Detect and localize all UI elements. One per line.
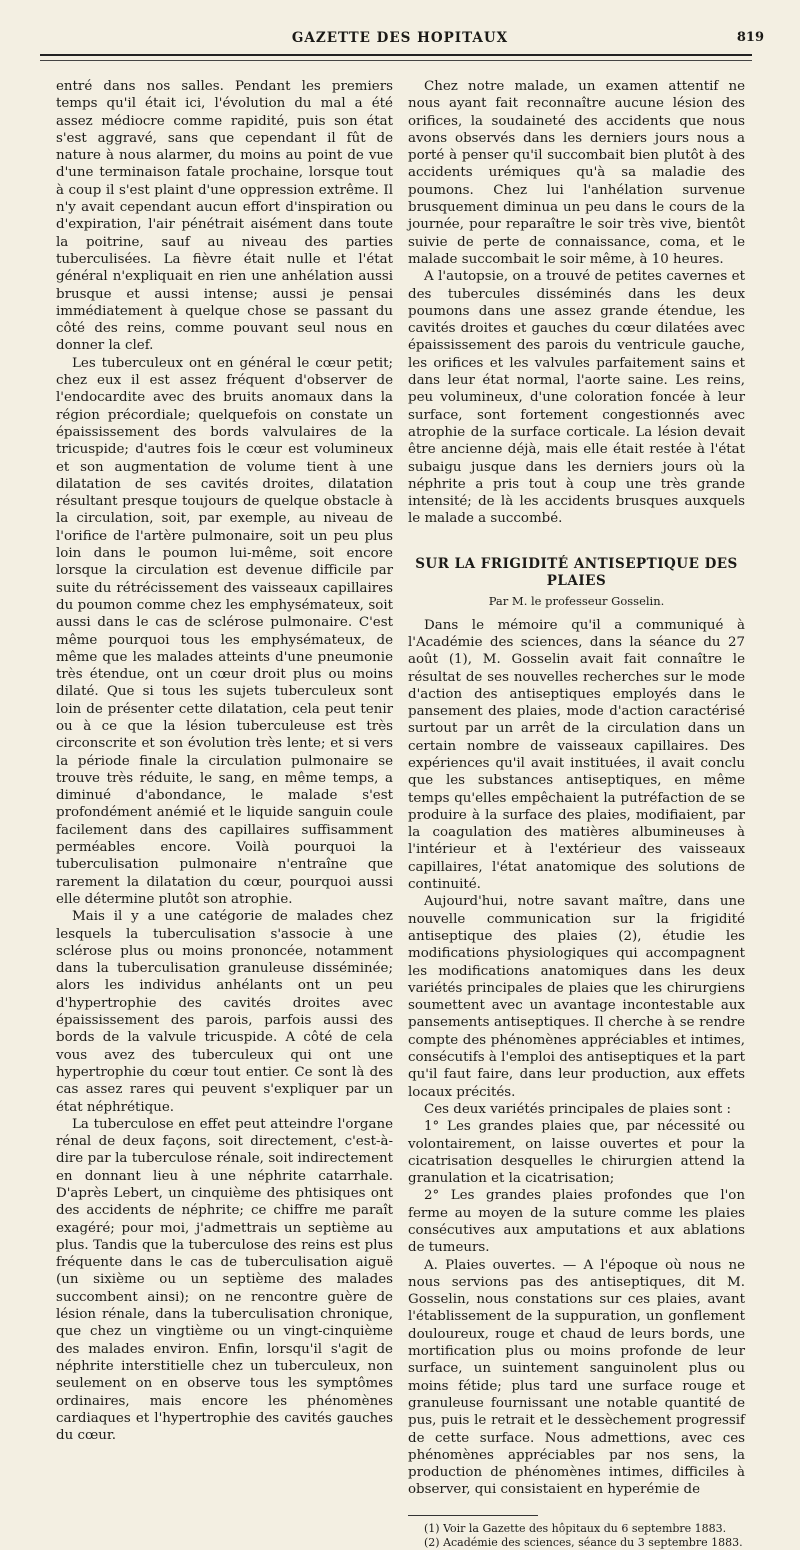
paragraph: 1° Les grandes plaies que, par nécessité ou volontairement, on laisse ouvertes et pour la cicatrisation desquelles le chirurgien attend la granulation et la cicatrisation; — [408, 1119, 745, 1187]
footnote: (2) Académie des sciences, séance du 3 septembre 1883. — [424, 1535, 743, 1549]
paragraph: Ces deux variétés principales de plaies sont : — [424, 1101, 732, 1117]
paragraph: Dans le mémoire qu'il a communiqué à l'Académie des sciences, dans la séance du 27 août (1), M. Gosselin avait fait connaître le résultat de ses nouvelles recherches sur le mode d'action des antiseptiques employés dans le pansement des plaies, mode d'action caractérisé surtout par un arrêt de la circulation dans un certain nombre de vaisseaux capillaires. Des expériences qu'il avait instituées, il avait conclu que les substances antiseptiques, en même temps qu'elles empêchaient la putréfaction de se produire à la surface des plaies, modifiaient, par la coagulation des matières albumineuses à l'intérieur et à l'extérieur des vaisseaux capillaires, l'état anatomique des solutions de continuité. — [408, 617, 745, 893]
page-header — [0, 24, 800, 48]
right-column — [408, 78, 745, 1550]
paragraph: Les tuberculeux ont en général le cœur petit; chez eux il est assez fréquent d'observer de l'endocardite avec des bruits anomaux dans la région précordiale; quelquefois on constate un épaississement des bords valvulaires de la tricuspide; d'autres fois le cœur est volumineux et son augmentation de volume tient à une dilatation de ses cavités droites, dilatation résultant presque toujours de quelque obstacle à la circulation, soit, par exemple, au niveau de l'orifice de l'artère pulmonaire, soit un peu plus loin dans le poumon lui-même, soit encore lorsque la circulation est devenue difficile par suite du rétrécissement des vaisseaux capillaires du poumon comme chez les emphysémateux, soit aussi dans le cas de sclérose pulmonaire. C'est même pourquoi tous les emphysémateux, de même que les malades atteints d'une pneumonie très étendue, ont un cœur droit plus ou moins dilaté. Que si tous les sujets tuberculeux sont loin de présenter cette dilatation, cela peut tenir ou à ce que la lésion tuberculeuse est très circonscrite et son évolution très lente; et si vers la période finale la circulation pulmonaire se trouve très réduite, le sang, en même temps, a diminué d'abondance, le malade s'est profondément anémié et le liquide sanguin coule facilement dans des capillaires suffisamment perméables encore. Voilà pourquoi la tuberculisation pulmonaire n'entraîne que rarement la dilatation du cœur, pourquoi aussi elle détermine plutôt son atrophie. — [56, 355, 393, 907]
section-title: SUR LA FRIGIDITÉ ANTISEPTIQUE DES PLAIES — [415, 555, 738, 590]
left-column — [56, 78, 393, 1444]
header-rule-thin — [40, 60, 752, 61]
paragraph: Aujourd'hui, notre savant maître, dans une nouvelle communication sur la frigidité antiseptique des plaies (2), étudie les modifications physiologiques qui accompagnent les modifications anatomiques dans les deux variétés principales de plaies que les chirurgiens soumettent avec un avantage incontestable aux pansements antiseptiques. Il cherche à se rendre compte des phénomènes appréciables et intimes, consécutifs à l'emploi des antiseptiques et la part qu'il faut faire, dans leur production, aux effets locaux précités. — [408, 894, 745, 1100]
footnote-separator — [408, 1515, 538, 1516]
header-rule-thick — [40, 54, 752, 56]
paragraph: 2° Les grandes plaies profondes que l'on ferme au moyen de la suture comme les plaies consécutives aux amputations et aux ablations de tumeurs. — [408, 1188, 745, 1256]
journal-title: GAZETTE DES HOPITAUX — [291, 30, 509, 46]
footnote: (1) Voir la Gazette des hôpitaux du 6 septembre 1883. — [424, 1521, 727, 1535]
paragraph: La tuberculose en effet peut atteindre l'organe rénal de deux façons, soit directement, c'est-à-dire par la tuberculose rénale, soit indirectement en donnant lieu à une néphrite catarrhale. D'après Lebert, un cinquième des phtisiques ont des accidents de néphrite; ce chiffre me paraît exagéré; pour moi, j'admettrais un septième au plus. Tandis que la tuberculose des reins est plus fréquente dans le cas de tuberculisation aiguë (un sixième ou un septième des malades succombent ainsi); on ne rencontre guère de lésion rénale, dans la tuberculisation chronique, que chez un vingtième ou un vingt-cinquième des malades environ. Enfin, lorsqu'il s'agit de néphrite interstitielle chez un tuberculeux, non seulement on en observe tous les symptômes ordinaires, mais encore les phénomènes cardiaques et l'hypertrophie des cavités gauches du cœur. — [56, 1116, 393, 1444]
byline: Par M. le professeur Gosselin. — [488, 594, 665, 609]
paragraph: Mais il y a une catégorie de malades chez lesquels la tuberculisation s'associe à une sclérose plus ou moins prononcée, notamment dans la tuberculisation granuleuse disséminée; alors les individus anhélants ont un peu d'hypertrophie des cavités droites avec épaississement des parois, parfois aussi des bords de la valvule tricuspide. A côté de cela vous avez des tuberculeux qui ont une hypertrophie du cœur tout entier. Ce sont là des cas assez rares qui peuvent s'expliquer par un état néphrétique. — [56, 909, 393, 1115]
paragraph: A l'autopsie, on a trouvé de petites cavernes et des tubercules disséminés dans les deux poumons dans une assez grande étendue, les cavités droites et gauches du cœur dilatées avec épaississement des parois du ventricule gauche, les orifices et les valvules parfaitement sains et dans leur état normal, l'aorte saine. Les reins, peu volumineux, d'une coloration foncée à leur surface, sont fortement congestionnés avec atrophie de la surface corticale. La lésion devait être ancienne déjà, mais elle était restée à l'état subaigu jusque dans les derniers jours où la néphrite a pris tout à coup une très grande intensité; de là les accidents brusques auxquels le malade a succombé. — [408, 269, 745, 527]
paragraph: A. Plaies ouvertes. — A l'époque où nous ne nous servions pas des antiseptiques, dit M. Gosselin, nous constations sur ces plaies, avant l'établissement de la suppuration, un gonflement douloureux, rouge et chaud de leurs bords, une mortification plus ou moins profonde de leur surface, un suintement sanguinolent plus ou moins fétide; plus tard une surface rouge et granuleuse fournissant une notable quantité de pus, puis le retrait et le dessèchement progressif de cette surface. Nous admettions, avec ces phénomènes appréciables par nos sens, la production de phénomènes intimes, difficiles à observer, qui consistaient en hyperémie de — [408, 1257, 745, 1498]
paragraph: entré dans nos salles. Pendant les premiers temps qu'il était ici, l'évolution du mal a été assez médiocre comme rapidité, puis son état s'est aggravé, sans que cependant il fût de nature à nous alarmer, du moins au point de vue d'une terminaison fatale prochaine, lorsque tout à coup il s'est plaint d'une oppression extrême. Il n'y avait cependant aucun effort d'inspiration ou d'expiration, l'air pénétrait aisément dans toute la poitrine, sauf au niveau des parties tuberculisées. La fièvre était nulle et l'état général n'expliquait en rien une anhélation aussi brusque et aussi intense; aussi je pensai immédiatement à quelque chose se passant du côté des reins, comme pouvant seul nous en donner la clef. — [56, 79, 393, 354]
page-number: 819 — [736, 30, 764, 45]
paragraph: Chez notre malade, un examen attentif ne nous ayant fait reconnaître aucune lésion des orifices, la soudaineté des accidents que nous avons observés dans les derniers jours nous a porté à penser qu'il succombait bien plutôt à des accidents urémiques qu'à sa maladie des poumons. Chez lui l'anhélation survenue brusquement diminua un peu dans le cours de la journée, pour reparaître le soir très vive, bientôt suivie de perte de connaissance, coma, et le malade succombait le soir même, à 10 heures. — [408, 79, 745, 267]
